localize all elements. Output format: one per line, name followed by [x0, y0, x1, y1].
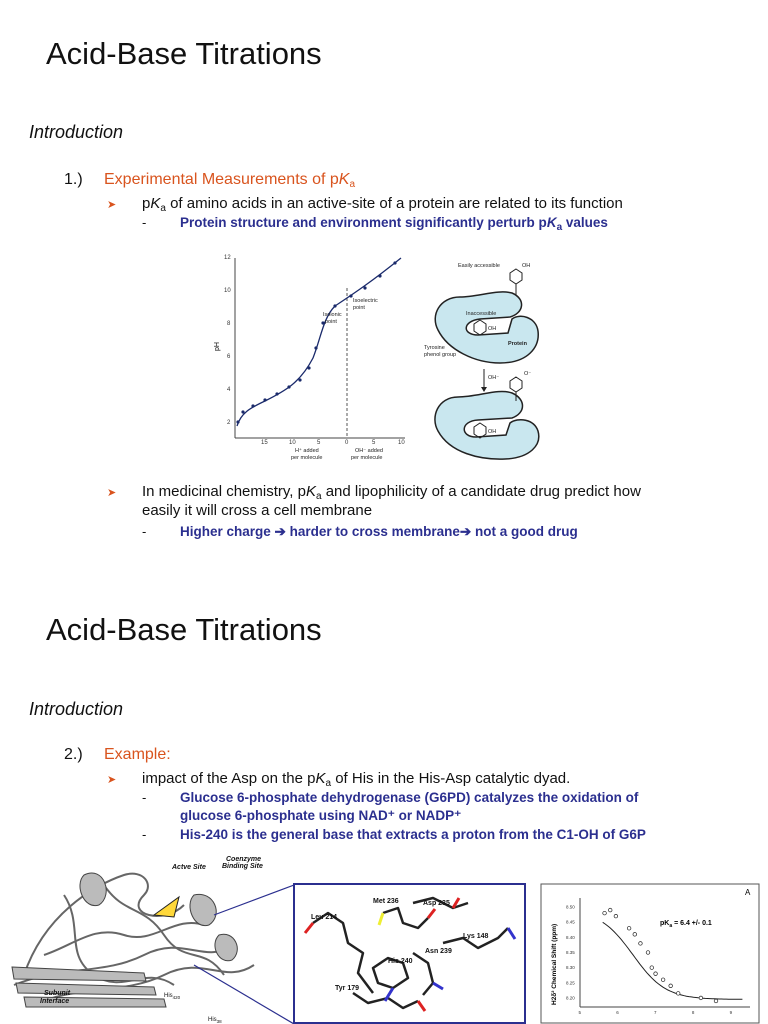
titration-curve-figure — [205, 248, 415, 468]
inaccessible-label: Inaccessible — [466, 311, 497, 317]
o-minus-label: O⁻ — [524, 371, 532, 377]
slide1-bullet2: In medicinal chemistry, $pK_a$ and lipophilicity of a candidate drug predict how — [142, 483, 641, 502]
data-point — [263, 398, 266, 401]
ytick: 6 — [227, 354, 231, 360]
xtick: 5 — [372, 440, 376, 446]
tyr179-label: Tyr 179 — [335, 985, 359, 992]
slide1-sub2: Higher charge ➔ harder to cross membrane➔ not a good drug — [180, 524, 578, 539]
slide1-item-number: 1.) — [64, 171, 83, 188]
data-point — [363, 286, 366, 289]
reaction-arrow-head — [481, 387, 487, 392]
pka-ytick: 8.45 — [566, 919, 575, 925]
data-point — [298, 378, 301, 381]
pka-ytick: 8.35 — [566, 949, 575, 955]
pka-xtick: 8 — [691, 1010, 695, 1015]
bullet-arrow-icon: ➤ — [107, 487, 117, 499]
slide2-sub1-line2: glucose 6-phosphate using NAD⁺ or NADP⁺ — [180, 808, 462, 823]
tyrosine-label: Tyrosine — [424, 345, 445, 351]
oh-added-label: OH⁻ added — [355, 448, 383, 454]
dash-marker: - — [142, 215, 147, 230]
oh-label: OH — [522, 263, 531, 269]
pka-data-point — [676, 992, 680, 996]
oh-added-label-2: per molecule — [351, 455, 383, 461]
pka-ytick: 8.20 — [566, 995, 575, 1001]
leu214-label: Leu 214 — [311, 914, 338, 921]
closeup-frame — [294, 884, 525, 1023]
isoelectric-label-2: point — [353, 305, 365, 311]
titration-curve — [237, 258, 401, 426]
pka-xtick: 7 — [654, 1010, 657, 1015]
data-point — [236, 420, 239, 423]
xtick: 0 — [345, 440, 349, 446]
data-point — [314, 346, 317, 349]
interface-label: Interface — [40, 998, 70, 1005]
slide2-item-number: 2.) — [64, 746, 83, 763]
slide2-intro: Introduction — [29, 699, 124, 719]
pka-ytick: 8.30 — [566, 965, 575, 971]
protein-tyrosine-diagram — [420, 255, 550, 467]
bullet-arrow-icon: ➤ — [107, 199, 117, 211]
pka-data-point — [646, 951, 650, 955]
data-point — [307, 366, 310, 369]
oh-label-inner: OH — [488, 326, 497, 332]
active-site-closeup — [293, 883, 526, 1024]
dash-marker: - — [142, 790, 147, 805]
his38-label: His$_{38}$ — [208, 1017, 222, 1024]
active-site-marker — [154, 897, 179, 917]
slide2-sub2: His-240 is the general base that extracts a proton from the C1-OH of G6P — [180, 827, 646, 842]
slide1-item-title: Experimental Measurements of $pK_a$ — [104, 171, 356, 190]
bullet-arrow-icon: ➤ — [107, 774, 117, 786]
h-added-label: H⁺ added — [295, 448, 319, 454]
panel-letter: A — [745, 888, 751, 897]
h-added-label-2: per molecule — [291, 455, 323, 461]
slide1-bullet1: $pK_a$ of amino acids in an active-site of a protein are related to its function — [142, 195, 623, 214]
slide2-bullet1: impact of the Asp on the $pK_a$ of His in the His-Asp catalytic dyad. — [142, 770, 571, 789]
binding-site-label: Binding Site — [222, 863, 263, 870]
pka-data-point — [614, 914, 618, 918]
zoom-line — [194, 965, 294, 1024]
ytick: 4 — [227, 387, 231, 393]
pka-data-point — [639, 942, 643, 946]
easily-accessible-label: Easily accessible — [458, 263, 500, 269]
xtick: 10 — [289, 440, 296, 446]
slide2-item-title: Example: — [104, 746, 171, 763]
phenol-ring-icon — [510, 269, 522, 284]
subunit-label: Subunit — [44, 990, 71, 997]
pka-data-point — [669, 984, 673, 988]
pka-data-point — [633, 933, 637, 937]
phenol-label: phenol group — [424, 352, 457, 358]
data-point — [378, 274, 381, 277]
ytick: 10 — [224, 288, 231, 294]
pka-ytick: 8.50 — [566, 904, 575, 910]
pka-data-point — [654, 972, 658, 976]
ytick: 8 — [227, 321, 231, 327]
pka-xtick: 6 — [616, 1010, 619, 1015]
phenol-ring-icon — [510, 377, 522, 392]
xtick: 15 — [261, 440, 268, 446]
pka-data-point — [714, 999, 718, 1003]
pka-data-point — [661, 978, 665, 982]
titration-ylabel: pH — [214, 342, 221, 351]
data-point — [287, 385, 290, 388]
data-point — [333, 304, 336, 307]
isoelectric-label: Isoelectric — [353, 298, 378, 304]
dash-marker: - — [142, 827, 147, 842]
pka-data-point — [603, 911, 607, 915]
oh-label-bottom: OH — [488, 429, 497, 435]
asp235-label: Asp 235 — [423, 900, 450, 907]
xtick: 5 — [317, 440, 321, 446]
data-point — [241, 410, 244, 413]
slide1-bullet2-line2: easily it will cross a cell membrane — [142, 502, 373, 519]
pka-data-point — [608, 908, 612, 912]
protein-label: Protein — [508, 341, 527, 347]
pka-data-point — [650, 966, 654, 970]
dash-marker: - — [142, 524, 147, 539]
his420-label: His$_{420}$ — [164, 993, 181, 1000]
data-point — [393, 261, 396, 264]
ytick: 12 — [224, 255, 231, 261]
pka-ytick: 8.25 — [566, 980, 575, 986]
pka-ytick: 8.40 — [566, 934, 575, 940]
coenzyme-label: Coenzyme — [226, 856, 262, 863]
pka-data-point — [627, 926, 631, 930]
data-point — [275, 392, 278, 395]
active-site-label: Actve Site — [172, 864, 206, 871]
pka-value-label: $pK_a = 6.4$ +/- 0.1 — [660, 920, 712, 929]
slide1-sub1: Protein structure and environment significantly perturb $pK_a$ values — [180, 215, 608, 233]
met236-label: Met 236 — [373, 898, 399, 905]
isoionic-label: Isoionic — [323, 312, 342, 318]
protein-shape-bottom — [435, 391, 539, 459]
ytick: 2 — [227, 420, 231, 426]
pka-xtick: 9 — [729, 1010, 733, 1015]
g6pd-ribbon-structure — [4, 855, 294, 1024]
oh-minus-label: OH⁻ — [488, 375, 500, 381]
lys148-label: Lys 148 — [463, 933, 489, 940]
data-point — [251, 404, 254, 407]
isoionic-label-2: point — [325, 319, 337, 325]
slide1-title: Acid-Base Titrations — [46, 36, 322, 71]
xtick: 10 — [398, 440, 405, 446]
phenol-ring-icon — [474, 320, 486, 335]
zoom-line — [214, 885, 294, 915]
his240-label: His 240 — [388, 958, 413, 965]
slide1-intro: Introduction — [29, 122, 124, 142]
pka-xtick: 5 — [578, 1010, 582, 1015]
asn239-label: Asn 239 — [425, 948, 452, 955]
slide2-title: Acid-Base Titrations — [46, 612, 322, 647]
pka-ylabel: H2δ² Chemical Shift (ppm) — [551, 923, 558, 1005]
phenol-ring-icon — [474, 423, 486, 438]
pka-titration-chart — [540, 883, 760, 1024]
slide2-sub1-line1: Glucose 6-phosphate dehydrogenase (G6PD) catalyzes the oxidation of — [180, 790, 639, 805]
pka-data-point — [699, 996, 703, 1000]
